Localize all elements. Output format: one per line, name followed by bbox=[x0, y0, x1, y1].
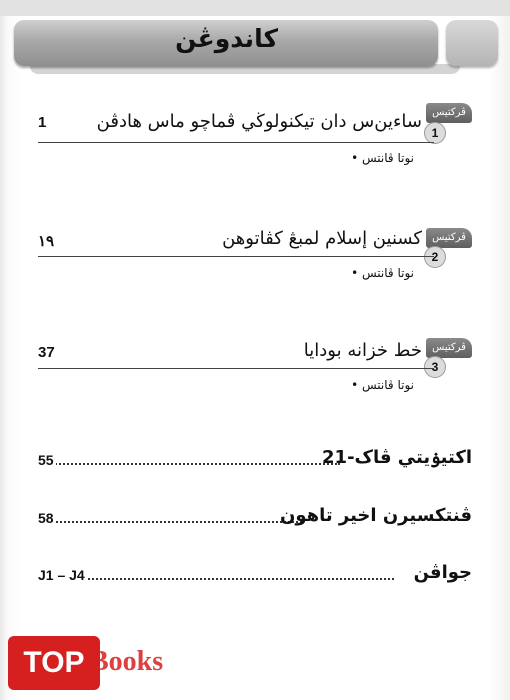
chapter-rule bbox=[38, 142, 434, 143]
chapter-number: 1 bbox=[424, 122, 446, 144]
logo-books-text: Books bbox=[90, 646, 164, 677]
chapter-badge: ڤرکتيس bbox=[426, 103, 472, 123]
chapter-title[interactable]: خط خزانه بودايا bbox=[303, 340, 422, 361]
chapter-subitem: نوتا ڤانتس • bbox=[351, 266, 414, 280]
chapter-badge: ڤرکتيس bbox=[426, 338, 472, 358]
dot-leader bbox=[40, 566, 394, 580]
extra-title[interactable]: جواڤن bbox=[413, 562, 472, 583]
chapter-subitem: نوتا ڤانتس • bbox=[351, 378, 414, 392]
chapter-page-number[interactable]: ١٩ bbox=[38, 233, 55, 250]
chapter-number: 3 bbox=[424, 356, 446, 378]
chapter-rule bbox=[38, 256, 434, 257]
extra-page-number[interactable]: 58 bbox=[38, 510, 54, 526]
extra-page-number[interactable]: 55 bbox=[38, 452, 54, 468]
header-tab bbox=[446, 20, 498, 66]
chapter-title[interactable]: کسنين إسلام لمبڠ کڤاتوهن bbox=[222, 228, 422, 249]
top-band bbox=[0, 0, 510, 16]
chapter-subitem: نوتا ڤانتس • bbox=[351, 151, 414, 165]
chapter-badge: ڤرکتيس bbox=[426, 228, 472, 248]
dot-leader bbox=[40, 451, 340, 465]
extra-title[interactable]: ڤنتکسيرن اخير تاهون bbox=[279, 505, 472, 526]
chapter-page-number[interactable]: 37 bbox=[38, 344, 55, 361]
topbooks-logo bbox=[0, 622, 190, 700]
dot-leader bbox=[40, 509, 302, 523]
logo-top-badge: TOP bbox=[8, 636, 100, 690]
chapter-title[interactable]: ساءين‌س دان تيکنولوڬي ڤماچو ماس هادڤن bbox=[96, 111, 422, 132]
chapter-number: 2 bbox=[424, 246, 446, 268]
page-title: كاندوڠن bbox=[175, 24, 278, 53]
extra-title[interactable]: اکتيۏيتي ڤاک-21 bbox=[322, 447, 472, 468]
extra-page-number[interactable]: J1 – J4 bbox=[38, 567, 85, 583]
chapter-rule bbox=[38, 368, 434, 369]
chapter-page-number[interactable]: 1 bbox=[38, 114, 47, 131]
